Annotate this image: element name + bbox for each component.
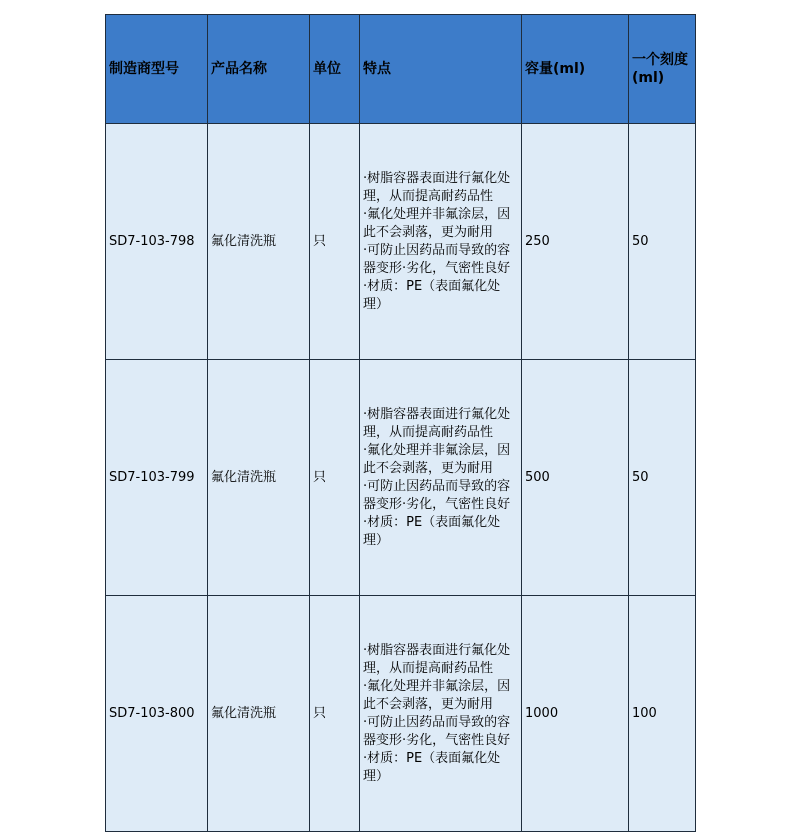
table-body — [106, 124, 696, 832]
cell-model: SD7-103-800 — [106, 596, 208, 832]
cell-graduation: 50 — [629, 124, 696, 360]
cell-capacity: 500 — [522, 360, 629, 596]
table-row — [106, 360, 696, 596]
feature-line: ·树脂容器表面进行氟化处理，从而提高耐药品性 — [363, 170, 511, 204]
cell-unit: 只 — [310, 124, 360, 360]
cell-product-name: 氟化清洗瓶 — [208, 124, 310, 360]
header-unit: 单位 — [310, 15, 360, 124]
cell-capacity: 250 — [522, 124, 629, 360]
feature-line: ·可防止因药品而导致的容器变形·劣化，气密性良好 — [363, 714, 511, 748]
feature-line: ·氟化处理并非氟涂层，因此不会剥落，更为耐用 — [363, 678, 511, 712]
table-row — [106, 596, 696, 832]
feature-line: ·可防止因药品而导致的容器变形·劣化，气密性良好 — [363, 478, 511, 512]
feature-line: ·树脂容器表面进行氟化处理，从而提高耐药品性 — [363, 642, 511, 676]
product-spec-table — [105, 14, 696, 832]
header-model: 制造商型号 — [106, 15, 208, 124]
cell-product-name: 氟化清洗瓶 — [208, 360, 310, 596]
cell-graduation: 100 — [629, 596, 696, 832]
table-header-row — [106, 15, 696, 124]
cell-model: SD7-103-799 — [106, 360, 208, 596]
header-features: 特点 — [360, 15, 522, 124]
cell-graduation: 50 — [629, 360, 696, 596]
feature-line: ·材质：PE（表面氟化处理） — [363, 278, 501, 312]
cell-unit: 只 — [310, 360, 360, 596]
feature-line: ·可防止因药品而导致的容器变形·劣化，气密性良好 — [363, 242, 511, 276]
header-capacity: 容量(ml) — [522, 15, 629, 124]
header-product-name: 产品名称 — [208, 15, 310, 124]
cell-features — [360, 596, 522, 832]
cell-model: SD7-103-798 — [106, 124, 208, 360]
feature-line: ·材质：PE（表面氟化处理） — [363, 750, 501, 784]
cell-capacity: 1000 — [522, 596, 629, 832]
cell-features — [360, 124, 522, 360]
feature-line: ·材质：PE（表面氟化处理） — [363, 514, 501, 548]
table-row — [106, 124, 696, 360]
feature-line: ·氟化处理并非氟涂层，因此不会剥落，更为耐用 — [363, 206, 511, 240]
cell-product-name: 氟化清洗瓶 — [208, 596, 310, 832]
cell-features — [360, 360, 522, 596]
cell-unit: 只 — [310, 596, 360, 832]
header-graduation: 一个刻度(ml) — [629, 15, 696, 124]
feature-line: ·树脂容器表面进行氟化处理，从而提高耐药品性 — [363, 406, 511, 440]
feature-line: ·氟化处理并非氟涂层，因此不会剥落，更为耐用 — [363, 442, 511, 476]
